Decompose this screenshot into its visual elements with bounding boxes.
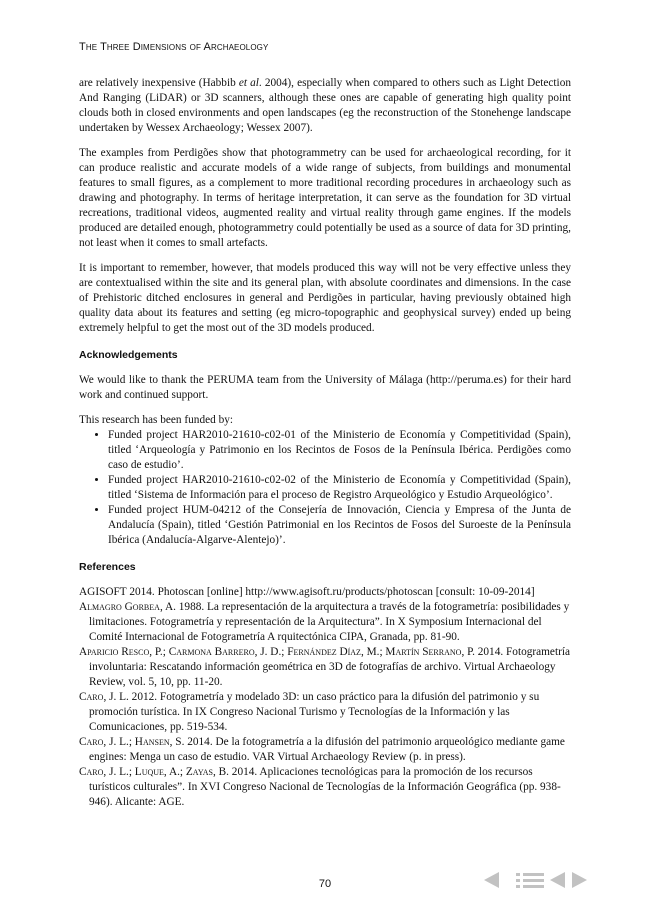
reference-item	[79, 765, 571, 810]
reference-text: , B. 2014. Aplicaciones tecnológicas para la promoción de los recursos turísticos culturales”. In XVI Congreso Nacional de Tecnologías de la Información Geográfica (pp. 938-946). Alicante: AGE.	[89, 766, 561, 808]
funding-item: • Funded project HUM-04212 of the Consejería de Innovación, Ciencia y Empresa of the Junta de Andalucía (Spain), titled ‘Gestión Patrimonial en los Recintos de Fosos del Suroeste de la Península Ibérica (Andalucía-Algarve-Alentejo)’.	[108, 503, 571, 548]
funding-item: • Funded project HAR2010-21610-c02-02 of the Ministerio de Economía y Competitividad (Spain), titled ‘Sistema de Información para el proceso de Registro Arqueológico y Estudio Arqueológico’.	[108, 473, 571, 503]
reference-text: , J. L. 2012. Fotogrametría y modelado 3D: un caso práctico para la difusión del patrimonio y su promoción turística. In IX Congreso Nacional Turismo y Tecnologías de la Información y las Comunicaciones, pp. 519-534.	[89, 691, 540, 733]
funding-intro: This research has been funded by:	[79, 414, 234, 426]
reference-authors: Aparicio Resco, P.; Carmona Barrero, J. D.; Fernández Díaz, M.; Martín Serrano	[79, 646, 462, 658]
reference-item	[79, 600, 571, 645]
reference-text: AGISOFT 2014. Photoscan [online] http://www.agisoft.ru/products/photoscan [consult: 10-09-2014]	[79, 586, 535, 598]
acknowledgements-heading: Acknowledgements	[79, 349, 178, 361]
paragraph-2: The examples from Perdigões show that photogrammetry can be used for archaeological recording, for it can produce realistic and accurate models of a wide range of subjects, from buildings and monumental features to small figures, as a complement to more traditional recording procedures in archaeology such as drawing and photography. In terms of heritage interpretation, it can serve as the foundation for 3D virtual recreations, traditional videos, augmented reality and virtual reality through game engines. If the models produced are detailed enough, photogrammetry could potentially be used as a source of data for 3D printing, not least when it comes to small artefacts.	[79, 147, 571, 249]
acknowledgements-text: We would like to thank the PERUMA team from the University of Málaga (http://peruma.es) for their hard work and continued support.	[79, 374, 571, 401]
reference-text: , P. 2014. Fotogrametría involuntaria: Rescatando información geométrica en 3D de fotografías de archivo. Virtual Archaeology Review, vol. 5, 10, pp. 11-20.	[89, 646, 571, 688]
funding-list	[79, 428, 571, 548]
running-header: The Three Dimensions of Archaeology	[79, 41, 269, 53]
references-list	[79, 585, 571, 810]
reference-authors: Almagro Gorbea	[79, 601, 160, 613]
reference-text: , S. 2014. De la fotogrametría a la difusión del patrimonio arqueológico mediante game engines: Menga un caso de estudio. VAR Virtual Archaeology Review (p. in press).	[89, 736, 565, 763]
reference-item	[79, 645, 571, 690]
paragraph-3: It is important to remember, however, that models produced this way will not be very effective unless they are contextualised within the site and its general plan, with absolute coordinates and dimensions. In the case of Prehistoric ditched enclosures in general and Perdigões in particular, having previously obtained high quality data about its features and setting (eg micro-topographic and geophysical survey) ended up being extremely helpful to get the most out of the 3D models produced.	[79, 262, 571, 334]
page-number: 70	[318, 878, 332, 890]
reference-item	[79, 585, 571, 600]
funding-item: • Funded project HAR2010-21610-c02-01 of the Ministerio de Economía y Competitividad (Spain), titled ‘Arqueología y Patrimonio en los Recintos de Fosos de la Península Ibérica. Perdigões como caso de estudio’.	[108, 428, 571, 473]
reference-item	[79, 690, 571, 735]
reference-item	[79, 735, 571, 765]
back-icon[interactable]	[548, 871, 566, 889]
paragraph-1: are relatively inexpensive (Habbib et al. 2004), especially when compared to others such as Light Detection And Ranging (LiDAR) or 3D scanners, although these ones are capable of generating high quality point clouds both in closed environments and open landscapes (eg the reconstruction of the Stonehenge landscape undertaken by Wessex Archaeology; Wessex 2007).	[79, 77, 571, 134]
prev-page-icon[interactable]	[482, 871, 500, 889]
reference-authors: Caro, J. L.; Luque, A.; Zayas	[79, 766, 213, 778]
references-heading: References	[79, 561, 136, 573]
page-body	[79, 76, 571, 810]
reference-text: , A. 1988. La representación de la arquitectura a través de la fotogrametría: posibilidades y limitaciones. Fotogrametría y representación de la Arquitectura”. In X Symposium Internacional del Comité Internacional de Fotogrametría A rquitectónica CIPA, Granada, pp. 81-90.	[89, 601, 570, 643]
next-page-icon[interactable]	[571, 871, 589, 889]
table-of-contents-icon[interactable]	[516, 871, 545, 889]
reference-authors: Caro, J. L.; Hansen	[79, 736, 170, 748]
reference-authors: Caro	[79, 691, 104, 703]
